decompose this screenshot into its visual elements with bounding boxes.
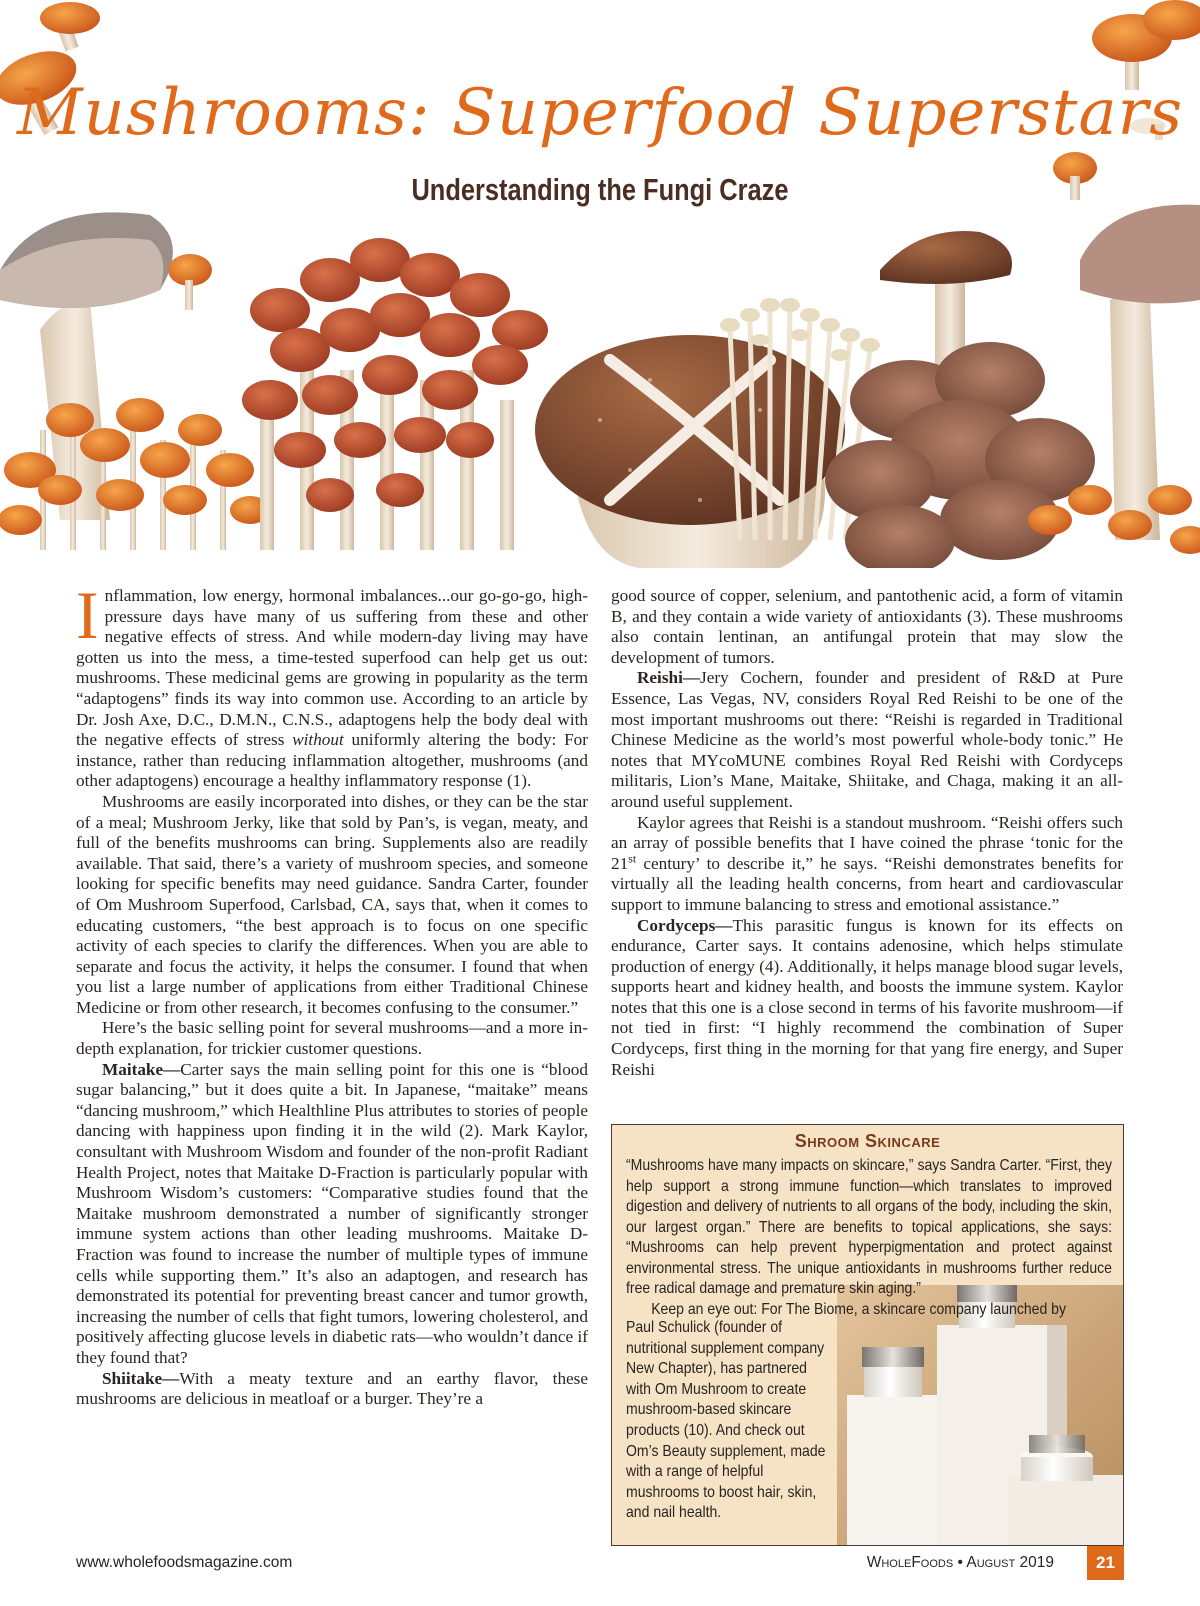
sidebar-title: Shroom Skincare <box>794 1131 941 1151</box>
article-paragraph: Here’s the basic selling point for several mushrooms—and a more in-depth explanation, for trickier customer questions. <box>76 1018 588 1059</box>
article-paragraph-maitake: Maitake—Carter says the main selling point for this one is “blood sugar balancing,” but it does quite a bit. In Japanese, “maitake” means “dancing mushroom,” which Healthline Plus attributes to stories of people dancing with happiness upon finding it in the wild (2). Mark Kaylor, consultant with Mushroom Wisdom and founder of the non-profit Radiant Health Project, notes that Maitake D-Fraction is particularly popular with Mushroom Wisdom’s customers: “Comparative studies found that the Maitake mushroom demonstrated a number of significantly stronger immune system actions than other leading mushrooms. Maitake D-Fraction was found to increase the number of multiple types of immune cells while supporting them.” It’s also an adaptogen, and research has demonstrated its potential for preventing breast cancer and tumor growth, increasing the number of cells that fight tumors, lowering cholesterol, and positively affecting glucose levels in diabetic rats—who wouldn’t dance if they found that? <box>76 1059 588 1367</box>
section-lead: Cordyceps— <box>637 915 733 935</box>
skincare-jars-photo-icon <box>837 1285 1124 1546</box>
page-title: Mushrooms: Superfood Superstars <box>16 76 1184 150</box>
sidebar-paragraph: Keep an eye out: For The Biome, a skincare company launched by <box>651 1300 1066 1318</box>
drop-cap: I <box>76 577 99 653</box>
sidebar-paragraph: “Mushrooms have many impacts on skincare,” says Sandra Carter. “First, they help support a strong immune function—which translates to improved digestion and delivery of nutrients to all organs of the body, including the skin, our largest organ.” There are benefits to topical applications, she says: “Mushrooms can help prevent hyperpigmentation and protect against environmental stress. The unique antioxidants in mushrooms further reduce free radical damage and premature skin aging.” <box>626 1157 1112 1297</box>
sidebar-paragraph-narrow: Paul Schulick (founder of nutritional supplement company New Chapter), has partnered with Om Mushroom to create mushroom-based skincare products (10). And check out Om’s Beauty supplement, made with a range of helpful mushrooms to boost hair, skin, and nail health. <box>626 1319 826 1522</box>
article-paragraph-reishi: Reishi—Jery Cochern, founder and president of R&D at Pure Essence, Las Vegas, NV, considers Royal Red Reishi to be one of the most important mushrooms out there: “Reishi is regarded in Traditional Chinese Medicine as the world’s most powerful whole-body tonic.” He notes that MYcoMUNE combines Royal Red Reishi with Cordyceps militaris, Lion’s Mane, Maitake, Shiitake, and Chaga, making it an all-around useful supplement. <box>611 668 1123 811</box>
section-lead: Maitake— <box>102 1059 181 1079</box>
article-paragraph-cordyceps: Cordyceps—This parasitic fungus is known for its effects on endurance, Carter says. It contains adenosine, which helps stimulate production of energy (4). Additionally, it helps manage blood sugar levels, supports heart and kidney health, and boosts the immune system. Kaylor notes that this one is a close second in terms of his favorite mushroom—if not tied in first: “I highly recommend the combination of Super Cordyceps, first thing in the morning for that yang fire energy, and Super Reishi <box>611 915 1123 1079</box>
article-column-right <box>611 586 1123 1080</box>
section-lead: Reishi— <box>637 668 701 688</box>
article-paragraph: good source of copper, selenium, and pantothenic acid, a form of vitamin B, and they contain a wide variety of antioxidants (3). These mushrooms also contain lentinan, an antifungal protein that may slow the development of tumors. <box>611 586 1123 667</box>
article-paragraph-shiitake: Shiitake—With a meaty texture and an earthy flavor, these mushrooms are delicious in meatloaf or a burger. They’re a <box>76 1368 588 1409</box>
page-subtitle: Understanding the Fungi Craze <box>411 172 789 207</box>
footer-magazine-issue: WholeFoods • August 2019 <box>866 1554 1054 1571</box>
footer-url: www.wholefoodsmagazine.com <box>76 1554 293 1571</box>
sidebar-body <box>626 1156 1112 1320</box>
page-number: 21 <box>1087 1546 1124 1580</box>
article-column-left <box>76 577 588 1410</box>
sidebar-box <box>611 1124 1124 1546</box>
section-lead: Shiitake— <box>102 1368 180 1388</box>
article-paragraph: Kaylor agrees that Reishi is a standout mushroom. “Reishi offers such an array of possible benefits that I have coined the phrase ‘tonic for the 21st century’ to describe it,” he says. “Reishi demonstrates benefits for virtually all the leading health concerns, from heart and cardiovascular support to immune balancing to stress and emotional assistance.” <box>611 812 1123 914</box>
article-paragraph: Inflammation, low energy, hormonal imbalances...our go-go-go, high-pressure days have many of us suffering from these and other negative effects of stress. And while modern-day living may have gotten us into the mess, a time-tested superfood can help get us out: mushrooms. These medicinal gems are growing in popularity as the term “adaptogens” finds its way into common use. According to an article by Dr. Josh Axe, D.C., D.M.N., C.N.S., adaptogens help the body deal with the negative effects of stress without uniformly altering the body: For instance, rather than reducing inflammation altogether, mushrooms (and other adaptogens) encourage a healthy inflammatory response (1). <box>76 577 588 791</box>
header-illustration <box>0 0 1200 568</box>
article-paragraph: Mushrooms are easily incorporated into dishes, or they can be the star of a meal; Mushroom Jerky, like that sold by Pan’s, is vegan, meaty, and full of the benefits mushrooms can bring. Supplements also are readily available. That said, there’s a variety of mushroom species, and someone looking for specific benefits may need guidance. Sandra Carter, founder of Om Mushroom Superfood, Carlsbad, CA, says that, when it comes to educating customers, “the best approach is to focus on one specific activity of each species to clarify the differences. When you are able to separate and focus the activity, it helps the consumer. I found that when you list a large number of applications from either Traditional Chinese Medicine or from other research, it becomes confusing to the consumer.” <box>76 791 588 1017</box>
